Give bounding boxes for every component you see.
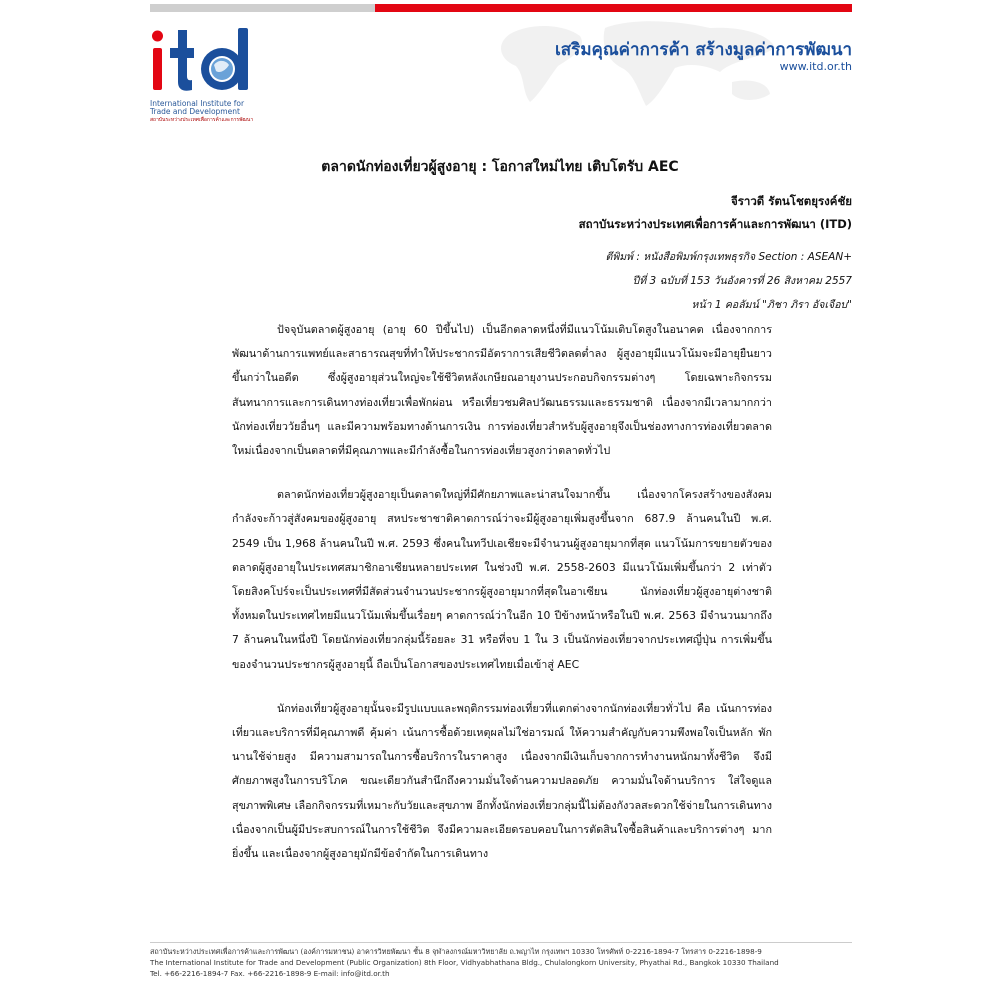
- paragraph: ปัจจุบันตลาดผู้สูงอายุ (อายุ 60 ปีขึ้นไป) เป็นอีกตลาดหนึ่งที่มีแนวโน้มเติบโตสูงในอนาคต เนื่องจากการพัฒนาด้านการแพทย์และสาธารณสุขที่ทำให้ประชากรมีอัตราการเสียชีวิตลดต่ำลง ผู้สูงอายุมีแนวโน้มจะมีอายุยืนยาวขึ้นกว่าในอดีต ซึ่งผู้สูงอายุส่วนใหญ่จะใช้ชีวิตหลังเกษียณอายุงานประกอบกิจกรรมต่างๆ โดยเฉพาะกิจกรรมสันทนาการและการเดินทางท่องเที่ยวเพื่อพักผ่อน หรือเที่ยวชมศิลปวัฒนธรรมและธรรมชาติ เนื่องจากมีเวลามากกว่านักท่องเที่ยววัยอื่นๆ และมีความพร้อมทางด้านการเงิน การท่องเที่ยวสำหรับผู้สูงอายุจึงเป็นช่องทางการท่องเที่ยวตลาดใหม่เนื่องจากเป็นตลาดที่มีคุณภาพและมีกำลังซื้อในการท่องเที่ยวสูงกว่าตลาดทั่วไป: [232, 323, 772, 458]
- pub-line-2: ปีที่ 3 ฉบับที่ 153 วันอังคารที่ 26 สิงหาคม 2557: [632, 275, 852, 287]
- header-slogan: เสริมคุณค่าการค้า สร้างมูลค่าการพัฒนา: [555, 40, 852, 60]
- publication-info: [606, 245, 853, 317]
- paragraph: นักท่องเที่ยวผู้สูงอายุนั้นจะมีรูปแบบและพฤติกรรมท่องเที่ยวที่แตกต่างจากนักท่องเที่ยวทั่วไป คือ เน้นการท่องเที่ยวและบริการที่มีคุณภาพดี คุ้มค่า เน้นการซื้อด้วยเหตุผลไม่ใช่อารมณ์ ให้ความสำคัญกับความพึงพอใจเป็นหลัก พักนานใช้จ่ายสูง มีความสามารถในการซื้อบริการในราคาสูง เนื่องจากมีเงินเก็บจากการทำงานหนักมาทั้งชีวิต จึงมีศักยภาพสูงในการบริโภค ขณะเดียวกันสำนึกถึงความมั่นใจด้านความปลอดภัย ความมั่นใจด้านบริการ ใส่ใจดูแลสุขภาพพิเศษ เลือกกิจกรรมที่เหมาะกับวัยและสุขภาพ อีกทั้งนักท่องเที่ยวกลุ่มนี้ไม่ต้องกังวลสะดวกใช้จ่ายในการเดินทาง เนื่องจากเป็นผู้มีประสบการณ์ในการใช้ชีวิต จึงมีความละเอียดรอบคอบในการตัดสินใจซื้อสินค้าและบริการต่างๆ มากยิ่งขึ้น และเนื่องจากผู้สูงอายุมักมีข้อจำกัดในการเดินทาง: [232, 701, 772, 861]
- article-body: [232, 318, 772, 886]
- footer-line-1: สถาบันระหว่างประเทศเพื่อการค้าและการพัฒนา (องค์การมหาชน) อาคารวิทยพัฒนา ชั้น 8 จุฬาลงกรณ์มหาวิทยาลัย ถ.พญาไท กรุงเทพฯ 10330 โทรศัพท์ 0-2216-1894-7 โทรสาร 0-2216-1898-9: [150, 947, 762, 956]
- paragraph: ตลาดนักท่องเที่ยวผู้สูงอายุเป็นตลาดใหญ่ที่มีศักยภาพและน่าสนใจมากขึ้น เนื่องจากโครงสร้างของสังคมกำลังจะก้าวสู่สังคมของผู้สูงอายุ สหประชาชาติคาดการณ์ว่าจะมีผู้สูงอายุเพิ่มสูงขึ้นจาก 687.9 ล้านคนในปี พ.ศ. 2549 เป็น 1,968 ล้านคนในปี พ.ศ. 2593 ซึ่งคนในทวีปเอเชียจะมีจำนวนผู้สูงอายุมากที่สุด แนวโน้มการขยายตัวของตลาดผู้สูงอายุในประเทศสมาชิกอาเซียนหลายประเทศ ในช่วงปี พ.ศ. 2558-2603 มีแนวโน้มเพิ่มขึ้นกว่า 2 เท่าตัว โดยสิงคโปร์จะเป็นประเทศที่มีสัดส่วนจำนวนประชากรผู้สูงอายุมากที่สุดในอาเซียน นักท่องเที่ยวผู้สูงอายุต่างชาติทั้งหมดในประเทศไทยมีแนวโน้มเพิ่มขึ้นเรื่อยๆ คาดการณ์ว่าในอีก 10 ปีข้างหน้าหรือในปี พ.ศ. 2563 มีจำนวนมากถึง 7 ล้านคนในหนึ่งปี โดยนักท่องเที่ยวกลุ่มนี้ร้อยละ 31 หรือที่จบ 1 ใน 3 เป็นนักท่องเที่ยวจากประเทศญี่ปุ่น การเพิ่มขึ้นของจำนวนประชากรผู้สูงอายุนี้ ถือเป็นโอกาสของประเทศไทยเมื่อเข้าสู่ AEC: [232, 488, 772, 671]
- header-stripe-grey: [150, 4, 375, 12]
- footer-line-3: Tel. +66-2216-1894-7 Fax. +66-2216-1898-9 E-mail: info@itd.or.th: [150, 969, 390, 978]
- author-organization: สถาบันระหว่างประเทศเพื่อการค้าและการพัฒนา (ITD): [578, 217, 852, 231]
- pub-line-1: ตีพิมพ์ : หนังสือพิมพ์กรุงเทพธุรกิจ Section : ASEAN+: [605, 251, 852, 263]
- logo-subtitle-line2: Trade and Development: [150, 107, 240, 116]
- page-footer: [150, 942, 852, 979]
- author-name: จีราวดี รัตนโชตยุรงค์ชัย: [730, 194, 852, 208]
- world-map-graphic: [470, 14, 800, 114]
- header-url[interactable]: www.itd.or.th: [779, 60, 852, 73]
- footer-line-2: The International Institute for Trade and Development (Public Organization) 8th Floor, Vidhyabhathana Bldg., Chulalongkorn University, Phyathai Rd., Bangkok 10330 Thailand: [150, 958, 779, 967]
- author-block: [579, 190, 852, 236]
- logo-subtitle-line3: สถาบันระหว่างประเทศเพื่อการค้าและการพัฒนา: [150, 117, 254, 123]
- header-stripe-red: [375, 4, 852, 12]
- article-title: ตลาดนักท่องเที่ยวผู้สูงอายุ : โอกาสใหม่ไทย เติบโตรับ AEC: [321, 159, 679, 175]
- header-stripe: [150, 4, 852, 12]
- logo-subtitle: [150, 100, 270, 124]
- pub-line-3: หน้า 1 คอลัมน์ "ภิชา ภิรา อัจเจือบ": [691, 299, 852, 311]
- logo-subtitle-line1: International Institute for: [150, 99, 245, 108]
